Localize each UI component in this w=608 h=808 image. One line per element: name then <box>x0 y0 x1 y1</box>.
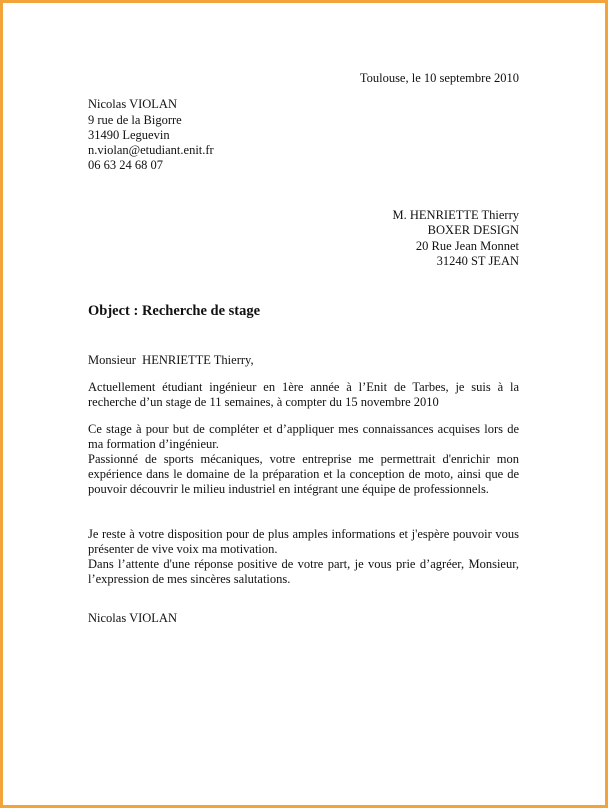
place-date: Toulouse, le 10 septembre 2010 <box>359 71 519 85</box>
sender-name: Nicolas VIOLAN <box>88 97 177 111</box>
paragraph-goal-text: Ce stage à pour but de compléter et d’appliquer mes connaissances acquises lors de ma formation d’ingénieur. <box>88 422 519 451</box>
paragraph-availability-text: Je reste à votre disposition pour de plus amples informations et j'espère pouvoir vous présenter de vive voix ma motivation. <box>88 527 519 556</box>
paragraph-closing <box>88 527 519 587</box>
salutation: Monsieur HENRIETTE Thierry, <box>88 353 254 367</box>
sender-phone: 06 63 24 68 07 <box>88 158 163 172</box>
recipient-company: BOXER DESIGN <box>427 223 519 237</box>
paragraph-passion-text: Passionné de sports mécaniques, votre entreprise me permettrait d'enrichir mon expérience dans le domaine de la préparation et la conception de moto, ainsi que de pouvoir découvrir le milieu industriel en intégrant une équipe de professionnels. <box>88 452 519 496</box>
paragraph-intro <box>88 380 519 410</box>
sender-city: 31490 Leguevin <box>88 128 170 142</box>
recipient-street: 20 Rue Jean Monnet <box>415 239 519 253</box>
subject-line: Object : Recherche de stage <box>88 303 261 319</box>
paragraph-regards-text: Dans l’attente d'une réponse positive de votre part, je vous prie d’agréer, Monsieur, l’expression de mes sincères salutations. <box>88 557 519 586</box>
paragraph-motivation <box>88 422 519 497</box>
signature: Nicolas VIOLAN <box>88 611 177 625</box>
recipient-name: M. HENRIETTE Thierry <box>392 208 519 222</box>
sender-email: n.violan@etudiant.enit.fr <box>88 143 214 157</box>
sender-street: 9 rue de la Bigorre <box>88 113 182 127</box>
recipient-city: 31240 ST JEAN <box>436 254 519 268</box>
paragraph-intro-text: Actuellement étudiant ingénieur en 1ère année à l’Enit de Tarbes, je suis à la recherche d’un stage de 11 semaines, à compter du 15 novembre 2010 <box>88 380 519 409</box>
